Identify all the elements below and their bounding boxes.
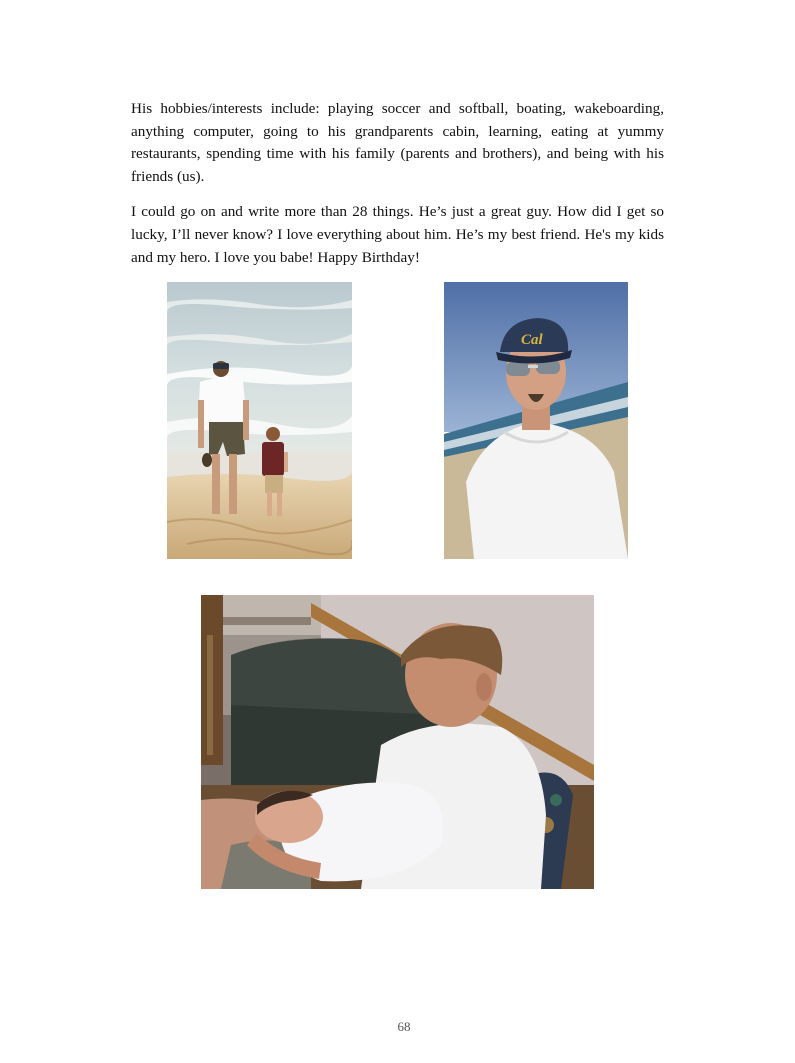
- page-number: 68: [397, 1019, 411, 1034]
- beach-scene-illustration: [167, 282, 352, 559]
- paragraph-tribute: I could go on and write more than 28 things. He’s just a great guy. How did I get so lucky, I’ll never know? I love everything about him. He’s my best friend. He's my kids and my hero. I love you babe! Happy Birthday!: [131, 203, 664, 266]
- photo-father-son-beach: [167, 282, 352, 559]
- photo-man-cap-beach: [444, 282, 628, 559]
- newborn-scene-illustration: [201, 595, 594, 889]
- cap-logo-text: Cal: [521, 332, 543, 348]
- portrait-illustration: [444, 282, 628, 559]
- photo-father-newborn: [201, 595, 594, 889]
- body-text: [131, 98, 664, 282]
- paragraph-hobbies: His hobbies/interests include: playing soccer and softball, boating, wakeboarding, anything computer, going to his grandparents cabin, learning, eating at yummy restaurants, spending time with his family (parents and brothers), and being with his friends (us).: [131, 100, 664, 185]
